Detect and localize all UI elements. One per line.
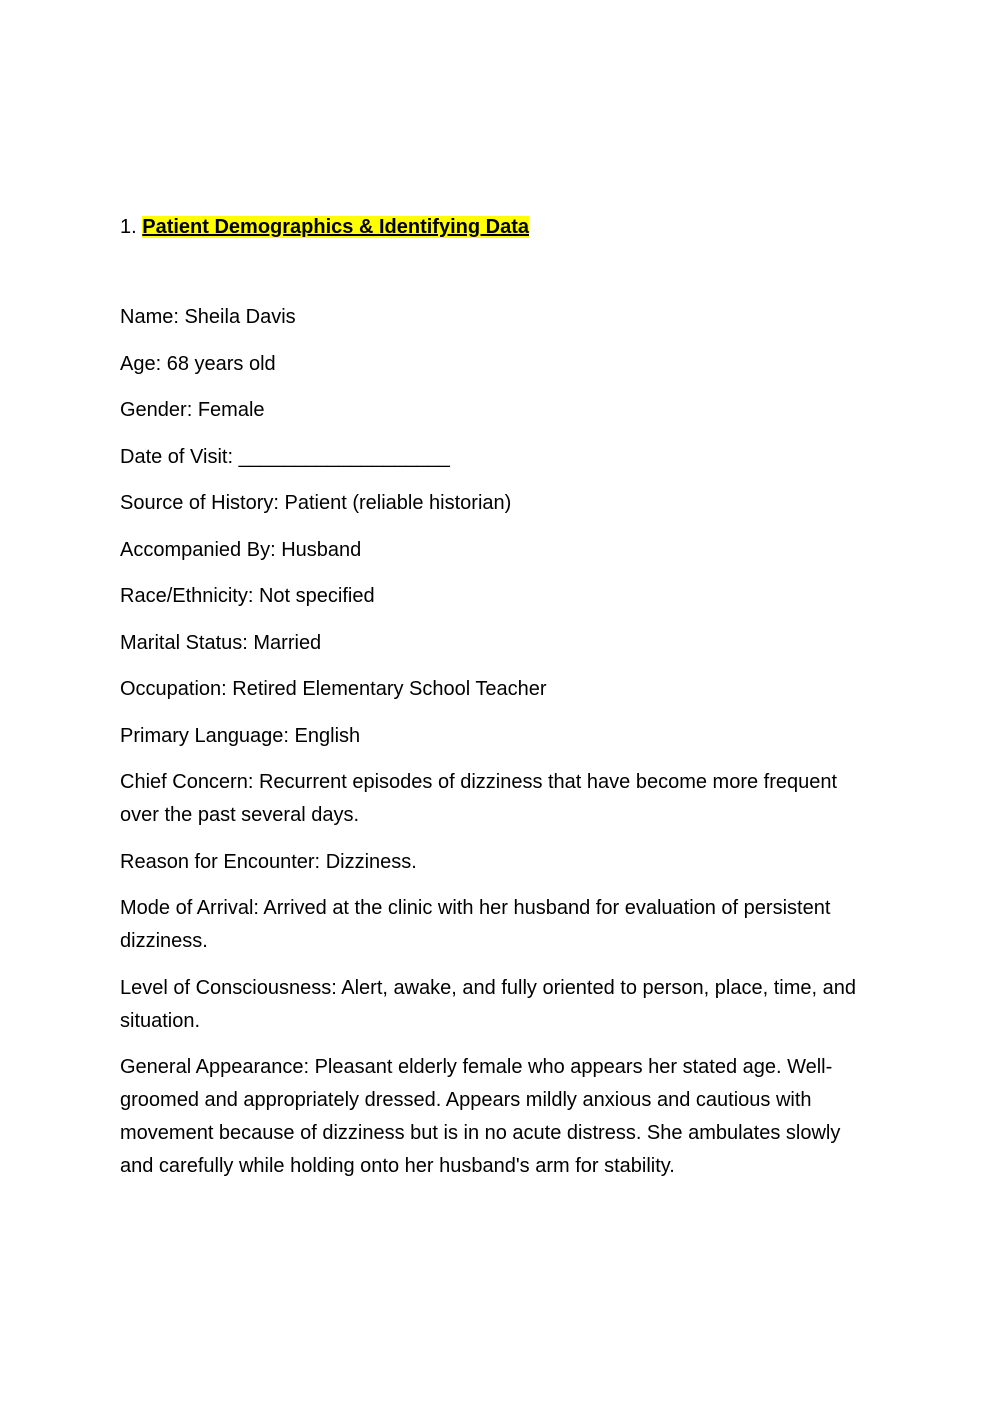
field-label: Race/Ethnicity:: [120, 585, 254, 607]
field-label: Reason for Encounter:: [120, 850, 321, 873]
race-ethnicity-field: [120, 580, 870, 613]
source-of-history-field: [120, 487, 870, 520]
field-label: Accompanied By:: [120, 538, 276, 561]
section-title: Patient Demographics & Identifying Data: [142, 216, 529, 238]
field-label: Marital Status:: [120, 631, 248, 654]
field-label: Occupation:: [120, 678, 227, 700]
field-label: Age:: [120, 352, 162, 375]
general-appearance-field: [120, 1051, 870, 1183]
field-label: Date of Visit:: [120, 445, 234, 468]
accompanied-by-field: [120, 534, 870, 567]
field-value: Alert, awake, and fully oriented to person, place, time, and situation.: [120, 976, 856, 1032]
field-label: Mode of Arrival:: [120, 897, 259, 919]
field-label: Gender:: [120, 399, 193, 421]
chief-concern-field: [120, 766, 870, 832]
document-content: [120, 210, 870, 1197]
occupation-field: [120, 673, 870, 706]
primary-language-field: [120, 720, 870, 753]
field-label: Source of History:: [120, 492, 279, 514]
level-of-consciousness-field: [120, 972, 870, 1038]
field-value: Husband: [281, 538, 362, 561]
field-label: Level of Consciousness:: [120, 976, 337, 999]
field-value: ___________________: [238, 445, 450, 468]
field-label: General Appearance:: [120, 1056, 310, 1078]
field-label: Primary Language:: [120, 724, 289, 747]
field-value: Sheila Davis: [184, 306, 296, 328]
mode-of-arrival-field: [120, 892, 870, 958]
section-number: 1.: [120, 216, 137, 238]
field-value: Pleasant elderly female who appears her stated age. Well-groomed and appropriately dressed. Appears mildly anxious and cautious with movement because of dizziness but is in no acute distress. She ambulates slowly and carefully while holding onto her husband's arm for stability.: [120, 1056, 841, 1177]
field-value: Not specified: [258, 585, 375, 607]
field-value: Patient (reliable historian): [284, 492, 512, 514]
field-label: Chief Concern:: [120, 771, 254, 793]
field-value: Retired Elementary School Teacher: [232, 678, 547, 700]
gender-field: [120, 394, 870, 427]
marital-status-field: [120, 627, 870, 660]
reason-for-encounter-field: [120, 846, 870, 879]
field-value: Married: [253, 631, 322, 654]
field-value: Dizziness.: [325, 850, 417, 873]
age-field: [120, 348, 870, 381]
field-value: Arrived at the clinic with her husband for evaluation of persistent dizziness.: [120, 897, 831, 952]
field-value: English: [294, 724, 361, 747]
name-field: [120, 301, 870, 334]
field-label: Name:: [120, 306, 179, 328]
field-value: Recurrent episodes of dizziness that have become more frequent over the past several days.: [120, 771, 838, 826]
field-value: 68 years old: [166, 352, 276, 375]
field-value: Female: [197, 399, 265, 421]
section-heading: [120, 210, 870, 244]
date-of-visit-field: [120, 441, 870, 474]
